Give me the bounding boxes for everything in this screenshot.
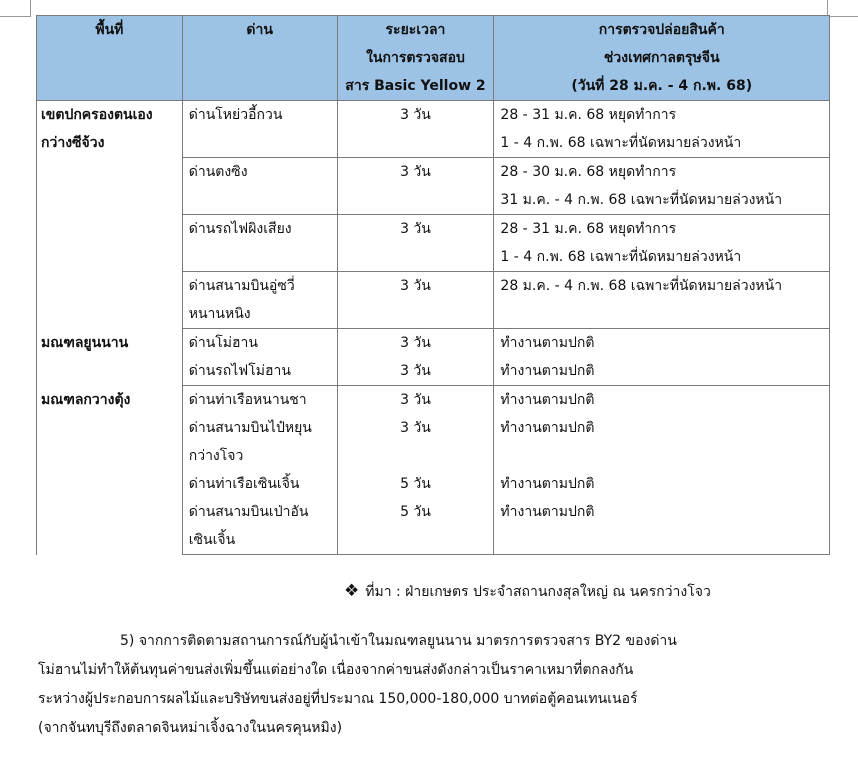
region-cell: เขตปกครองตนเอง กว่างซีจ้วง [37,101,183,329]
body-paragraph [38,627,828,743]
status-cell: 28 - 31 ม.ค. 68 หยุดทำการ 1 - 4 ก.พ. 68 เฉพาะที่นัดหมายล่วงหน้า [494,101,830,158]
port-inspection-table [36,15,830,555]
status-cell: ทำงานตามปกติ [494,386,830,415]
source-note [344,581,711,603]
period-cell: 3 วัน [337,357,494,386]
period-cell: 3 วัน [337,215,494,272]
period-cell: 5 วัน [337,498,494,555]
port-cell: ด่านสนามบินอู่ซวี่ หนานหนิง [182,272,337,329]
header-region: พื้นที่ [37,16,183,101]
paragraph-line: 5) จากการติดตามสถานการณ์กับผู้นำเข้าในมณฑลยูนนาน มาตรการตรวจสาร BY2 ของด่าน [120,633,677,649]
status-cell: ทำงานตามปกติ [494,498,830,555]
paragraph-line: โม่ฮานไม่ทำให้ต้นทุนค่าขนส่งเพิ่มขึ้นแต่อย่างใด เนื่องจากค่าขนส่งดังกล่าวเป็นราคาเหมาที่ตกลงกัน [38,662,634,678]
region-cell: มณฑลกวางตุ้ง [37,386,183,555]
port-cell: ด่านโหย่วอี้กวน [182,101,337,158]
port-cell: ด่านสนามบินเป่าอัน เซินเจิ้น [182,498,337,555]
status-cell: ทำงานตามปกติ [494,414,830,470]
table-row [37,329,830,358]
period-cell: 5 วัน [337,470,494,498]
table-row [37,101,830,158]
period-cell: 3 วัน [337,101,494,158]
paragraph-line: (จากจันทบุรีถึงตลาดจินหม่าเจิ้งฉางในนครคุนหมิง) [38,720,343,736]
paragraph-line: ระหว่างผู้ประกอบการผลไม้และบริษัทขนส่งอยู่ที่ประมาณ 150,000-180,000 บาทต่อตู้คอนเทนเนอร์ [38,691,638,707]
status-cell: ทำงานตามปกติ [494,470,830,498]
port-cell: ด่านตงซิง [182,158,337,215]
status-cell: ทำงานตามปกติ [494,329,830,358]
port-cell: ด่านท่าเรือเซินเจิ้น [182,470,337,498]
status-cell: ทำงานตามปกติ [494,357,830,386]
status-cell: 28 - 30 ม.ค. 68 หยุดทำการ 31 ม.ค. - 4 ก.พ. 68 เฉพาะที่นัดหมายล่วงหน้า [494,158,830,215]
status-cell: 28 ม.ค. - 4 ก.พ. 68 เฉพาะที่นัดหมายล่วงหน้า [494,272,830,329]
crop-mark-left [0,0,31,17]
header-status: การตรวจปล่อยสินค้า ช่วงเทศกาลตรุษจีน (วันที่ 28 ม.ค. - 4 ก.พ. 68) [494,16,830,101]
period-cell: 3 วัน [337,158,494,215]
table-header-row [37,16,830,101]
port-cell: ด่านโม่ฮาน [182,329,337,358]
port-cell: ด่านรถไฟผิงเสียง [182,215,337,272]
port-cell: ด่านรถไฟโม่ฮาน [182,357,337,386]
crop-mark-right [827,0,858,17]
status-cell: 28 - 31 ม.ค. 68 หยุดทำการ 1 - 4 ก.พ. 68 เฉพาะที่นัดหมายล่วงหน้า [494,215,830,272]
period-cell: 3 วัน [337,329,494,358]
region-cell: มณฑลยูนนาน [37,329,183,386]
header-port: ด่าน [182,16,337,101]
header-period: ระยะเวลา ในการตรวจสอบ สาร Basic Yellow 2 [337,16,494,101]
period-cell: 3 วัน [337,272,494,329]
table-row [37,386,830,415]
diamond-bullet-icon: ❖ [344,581,360,601]
period-cell: 3 วัน [337,386,494,415]
source-text: ที่มา : ฝ่ายเกษตร ประจำสถานกงสุลใหญ่ ณ นครกว่างโจว [365,584,711,600]
port-cell: ด่านสนามบินไป๋หยุน กว่างโจว [182,414,337,470]
period-cell: 3 วัน [337,414,494,470]
port-cell: ด่านท่าเรือหนานชา [182,386,337,415]
